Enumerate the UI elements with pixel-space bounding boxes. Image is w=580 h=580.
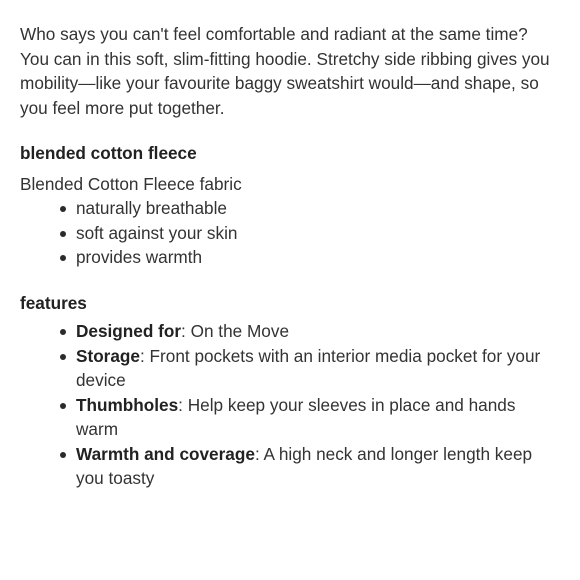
fabric-item-text: soft against your skin (76, 222, 238, 243)
fabric-item-text: naturally breathable (76, 198, 227, 218)
bullet-icon (60, 329, 66, 335)
bullet-icon (60, 354, 66, 360)
features-section (20, 291, 560, 491)
list-item (76, 196, 560, 221)
list-item (76, 221, 560, 246)
list-item (76, 442, 560, 491)
list-item (76, 245, 560, 270)
list-item (76, 344, 560, 393)
fabric-title: blended cotton fleece (20, 143, 197, 163)
feature-label: Thumbholes (76, 394, 179, 415)
fabric-section (20, 141, 560, 270)
feature-text: : A high neck and longer length keep you toasty (76, 443, 533, 488)
bullet-icon (60, 403, 66, 409)
intro-paragraph: Who says you can't feel comfortable and radiant at the same time? You can in this soft, slim-fitting hoodie. Stretchy side ribbing gives you mobility—like your favourite baggy sweatshirt would—and shape, so you feel more put together. (20, 24, 550, 118)
bullet-icon (60, 255, 66, 261)
bullet-icon (60, 452, 66, 458)
feature-text: : On the Move (181, 321, 289, 341)
feature-label: Storage (76, 345, 140, 366)
feature-label: Designed for (76, 321, 182, 341)
feature-label: Warmth and coverage (76, 443, 255, 464)
fabric-lead: Blended Cotton Fleece fabric (20, 173, 242, 194)
bullet-icon (60, 231, 66, 237)
feature-text: : Front pockets with an interior media pocket for your device (76, 345, 541, 390)
bullet-icon (60, 206, 66, 212)
feature-text: : Help keep your sleeves in place and hands warm (76, 394, 516, 439)
list-item (76, 319, 560, 344)
fabric-list (20, 196, 560, 270)
features-title: features (20, 292, 87, 313)
list-item (76, 393, 560, 442)
fabric-item-text: provides warmth (76, 247, 203, 267)
features-list (20, 319, 560, 491)
